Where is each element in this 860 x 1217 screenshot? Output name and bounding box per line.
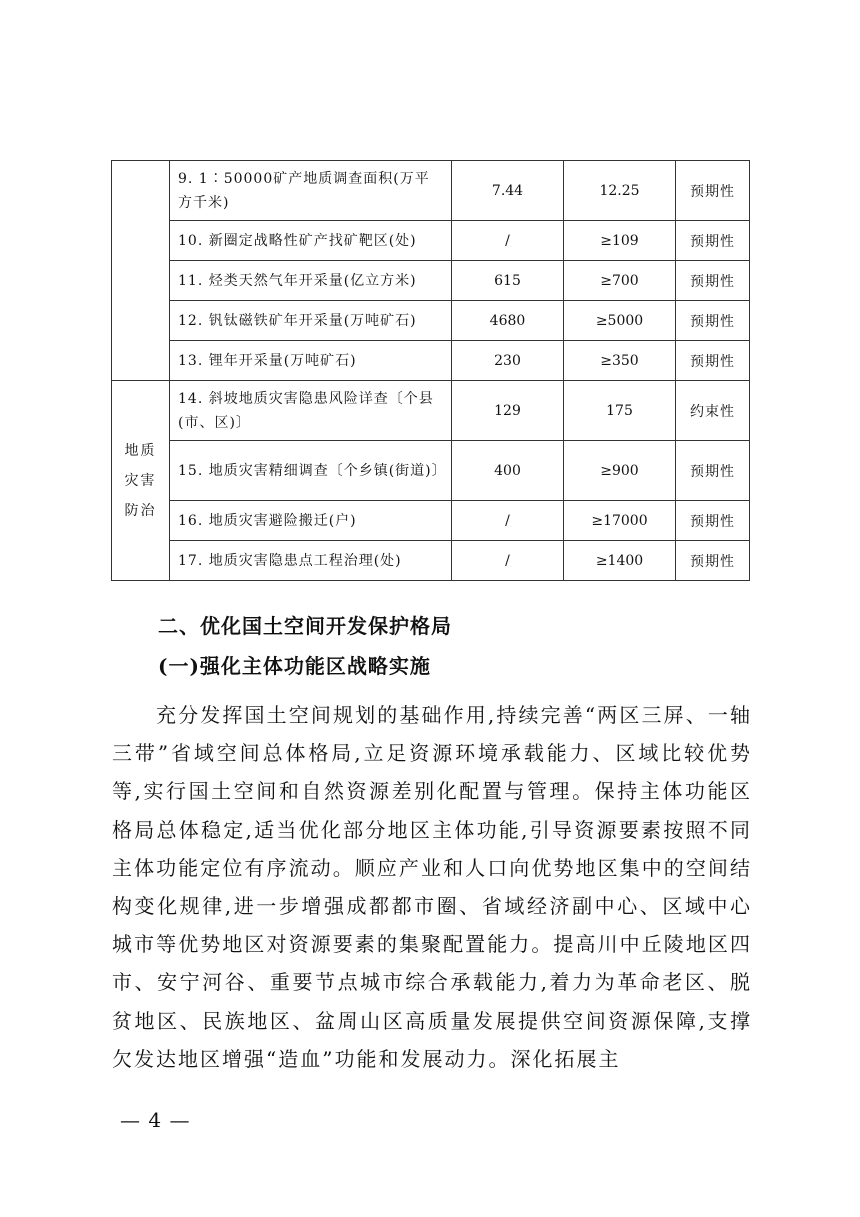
base-value: 615 xyxy=(452,261,564,301)
base-value: / xyxy=(452,501,564,541)
table-row xyxy=(112,301,750,341)
subsection-heading: (一)强化主体功能区战略实施 xyxy=(158,654,431,678)
section-heading: 二、优化国土空间开发保护格局 xyxy=(158,614,452,638)
table-row xyxy=(112,501,750,541)
indicator-name: 10. 新圈定战略性矿产找矿靶区(处) xyxy=(170,221,452,261)
indicator-name: 14. 斜坡地质灾害隐患风险详查〔个县(市、区)〕 xyxy=(170,381,452,441)
indicator-attribute: 预期性 xyxy=(676,221,750,261)
base-value: 4680 xyxy=(452,301,564,341)
target-value: 12.25 xyxy=(564,161,676,221)
target-value: ≥1400 xyxy=(564,541,676,581)
table-row xyxy=(112,161,750,221)
table-row xyxy=(112,381,750,441)
table-row xyxy=(112,341,750,381)
base-value: / xyxy=(452,541,564,581)
body-paragraph: 充分发挥国土空间规划的基础作用,持续完善“两区三屏、一轴三带”省域空间总体格局,立足资源环境承载能力、区域比较优势等,实行国土空间和自然资源差别化配置与管理。保持主体功能区格局总体稳定,适当优化部分地区主体功能,引导资源要素按照不同主体功能定位有序流动。顺应产业和人口向优势地区集中的空间结构变化规律,进一步增强成都都市圈、省域经济副中心、区域中心城市等优势地区对资源要素的集聚配置能力。提高川中丘陵地区四市、安宁河谷、重要节点城市综合承载能力,着力为革命老区、脱贫地区、民族地区、盆周山区高质量发展提供空间资源保障,支撑欠发达地区增强“造血”功能和发展动力。深化拓展主 xyxy=(112,703,752,1071)
indicator-name: 9. 1∶50000矿产地质调查面积(万平方千米) xyxy=(170,161,452,221)
target-value: ≥350 xyxy=(564,341,676,381)
table-row xyxy=(112,441,750,501)
table-row xyxy=(112,261,750,301)
target-value: ≥17000 xyxy=(564,501,676,541)
indicator-attribute: 预期性 xyxy=(676,541,750,581)
page-number: — 4 — xyxy=(120,1108,191,1132)
base-value: / xyxy=(452,221,564,261)
base-value: 230 xyxy=(452,341,564,381)
indicator-name: 12. 钒钛磁铁矿年开采量(万吨矿石) xyxy=(170,301,452,341)
base-value: 129 xyxy=(452,381,564,441)
indicator-name: 15. 地质灾害精细调查〔个乡镇(街道)〕 xyxy=(170,441,452,501)
category-cell-geohazard xyxy=(112,381,170,581)
target-value: ≥109 xyxy=(564,221,676,261)
indicator-attribute: 预期性 xyxy=(676,441,750,501)
indicator-attribute: 约束性 xyxy=(676,381,750,441)
indicator-attribute: 预期性 xyxy=(676,161,750,221)
indicator-attribute: 预期性 xyxy=(676,341,750,381)
indicator-name: 17. 地质灾害隐患点工程治理(处) xyxy=(170,541,452,581)
indicator-attribute: 预期性 xyxy=(676,501,750,541)
target-value: ≥900 xyxy=(564,441,676,501)
base-value: 400 xyxy=(452,441,564,501)
indicator-attribute: 预期性 xyxy=(676,301,750,341)
target-value: ≥5000 xyxy=(564,301,676,341)
indicator-table xyxy=(111,160,750,581)
indicator-attribute: 预期性 xyxy=(676,261,750,301)
base-value: 7.44 xyxy=(452,161,564,221)
target-value: ≥700 xyxy=(564,261,676,301)
table-row xyxy=(112,541,750,581)
category-label: 地质灾害防治 xyxy=(124,442,157,519)
category-cell-mineral xyxy=(112,161,170,381)
indicator-name: 13. 锂年开采量(万吨矿石) xyxy=(170,341,452,381)
indicator-name: 16. 地质灾害避险搬迁(户) xyxy=(170,501,452,541)
table-row xyxy=(112,221,750,261)
indicator-name: 11. 烃类天然气年开采量(亿立方米) xyxy=(170,261,452,301)
target-value: 175 xyxy=(564,381,676,441)
